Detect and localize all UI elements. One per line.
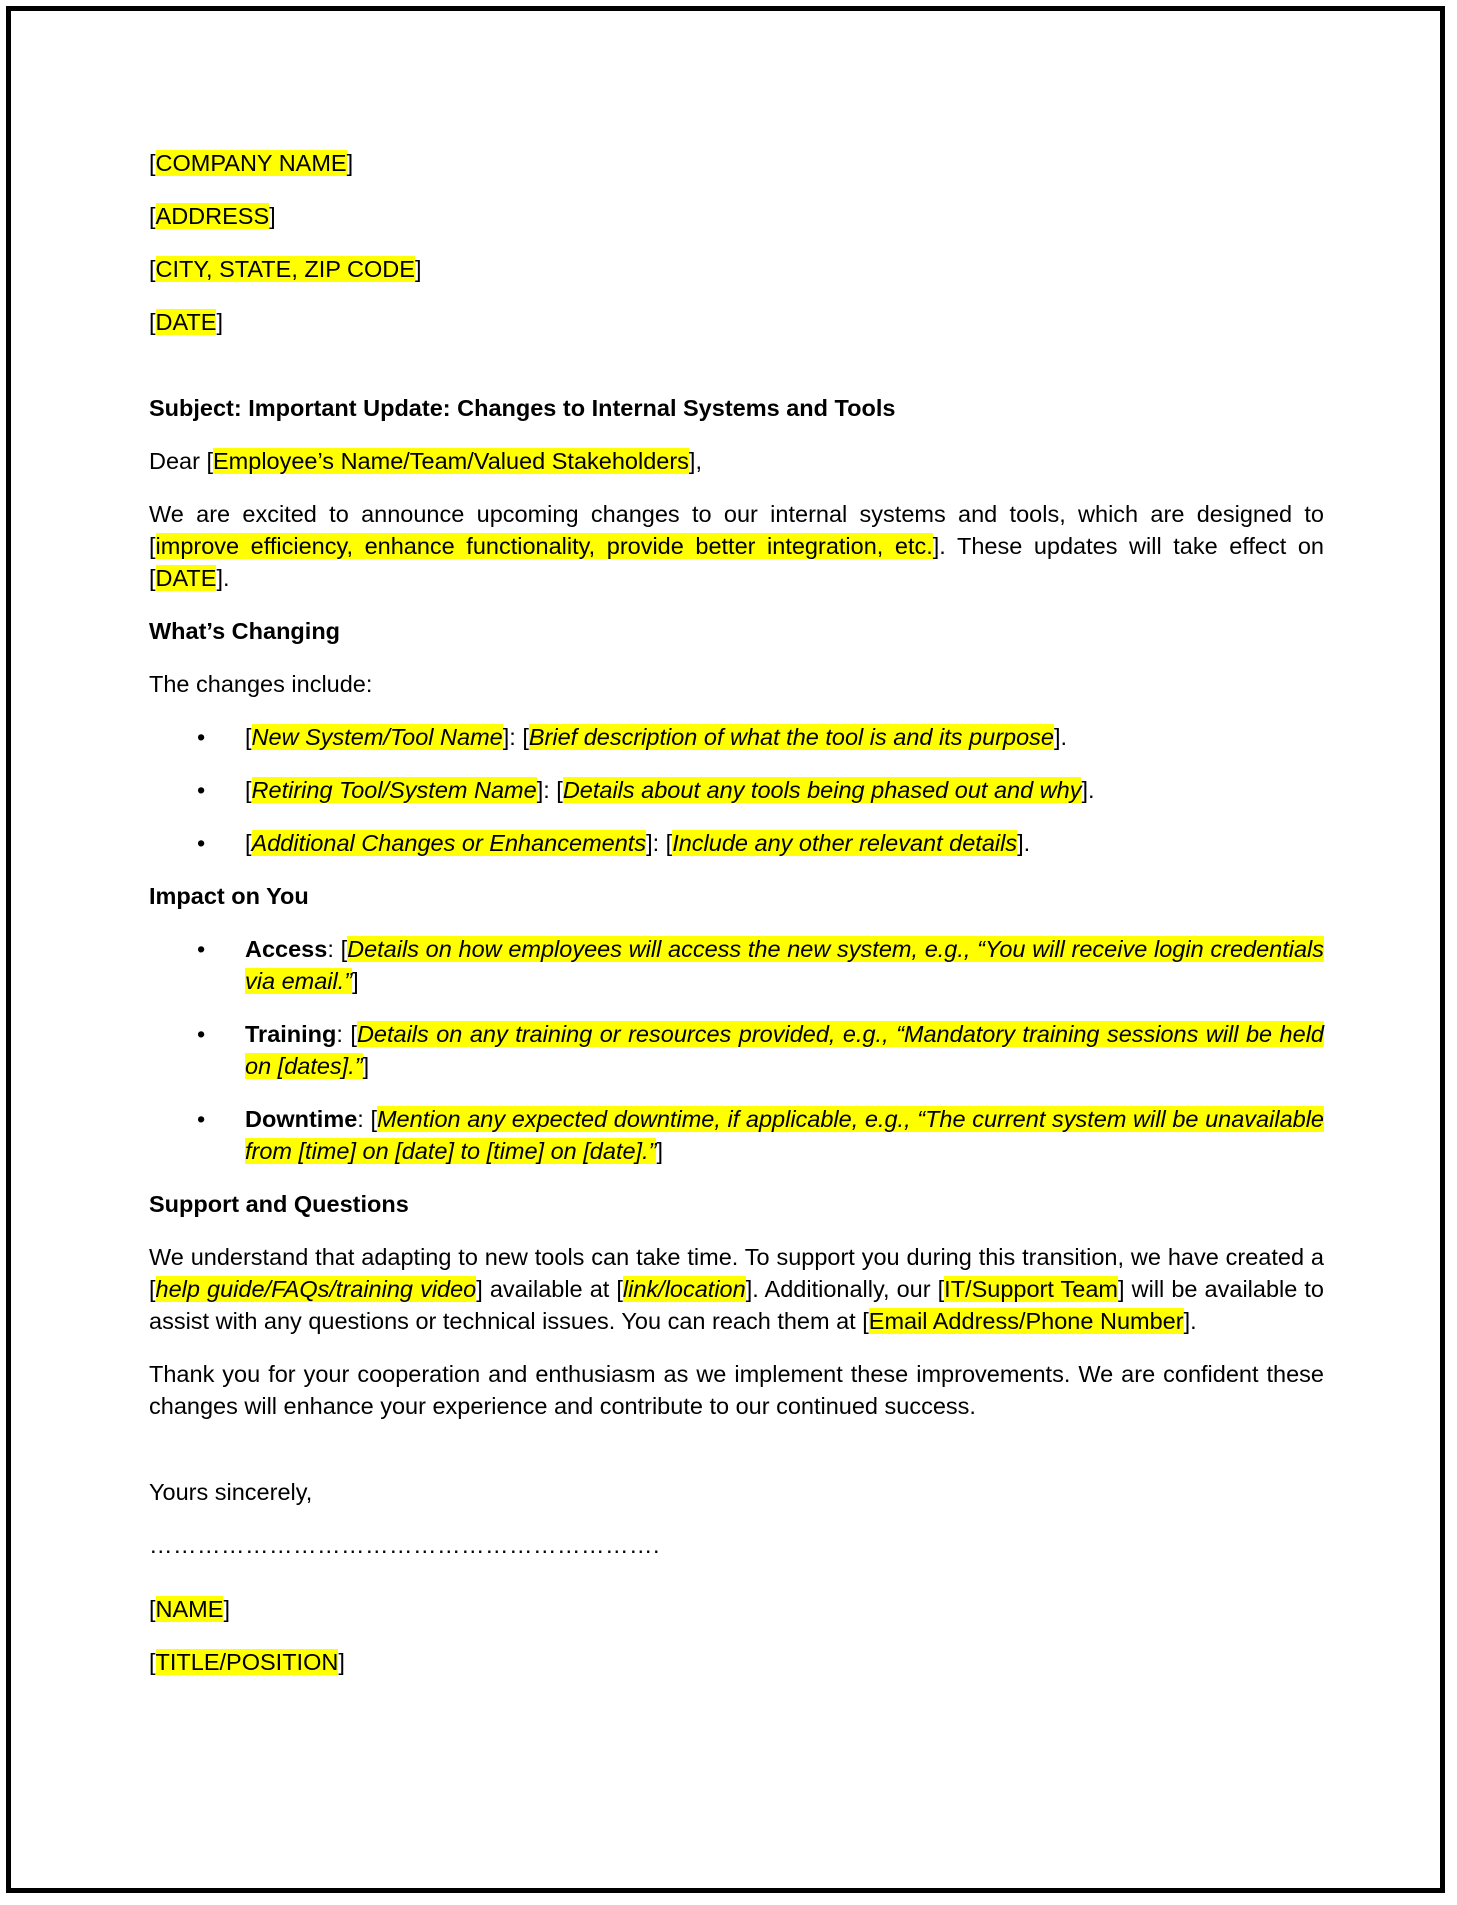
document-page <box>6 6 1445 1893</box>
greeting: Dear [Employee’s Name/Team/Valued Stakeholders], <box>149 448 702 474</box>
bullet-icon: • <box>197 777 206 803</box>
support-heading: Support and Questions <box>149 1191 409 1217</box>
impact-label: Downtime <box>245 1106 358 1132</box>
signer-title-line: [TITLE/POSITION] <box>149 1649 345 1675</box>
changing-heading: What’s Changing <box>149 618 341 644</box>
contact-placeholder: Email Address/Phone Number <box>868 1308 1184 1334</box>
list-item: • Access: [Details on how employees will access the new system, e.g., “You will receive login credentials via email.”] <box>149 933 1324 997</box>
impact-detail-placeholder: Details on how employees will access the new system, e.g., “You will receive login credentials via email.” <box>245 936 1325 994</box>
signoff: Yours sincerely, <box>149 1479 313 1505</box>
address-placeholder: ADDRESS <box>155 203 270 229</box>
closing-paragraph: Thank you for your cooperation and enthusiasm as we implement these improvements. We are confident these changes will enhance your experience and contribute to our continued success. <box>149 1361 1324 1419</box>
signer-name-placeholder: NAME <box>155 1596 224 1622</box>
company-placeholder: COMPANY NAME <box>155 150 347 176</box>
list-item: • [New System/Tool Name]: [Brief description of what the tool is and its purpose]. <box>149 721 1324 753</box>
team-placeholder: IT/Support Team <box>944 1276 1119 1302</box>
signer-title-placeholder: TITLE/POSITION <box>155 1649 339 1675</box>
change-name-placeholder: Additional Changes or Enhancements <box>251 830 647 856</box>
list-item: • [Additional Changes or Enhancements]: [Include any other relevant details]. <box>149 827 1324 859</box>
bullet-icon: • <box>197 1106 206 1132</box>
bullet-icon: • <box>197 936 206 962</box>
change-detail-placeholder: Details about any tools being phased out and why <box>562 777 1082 803</box>
list-item: • Training: [Details on any training or resources provided, e.g., “Mandatory training sessions will be held on [dates].”] <box>149 1018 1324 1082</box>
impact-label: Training <box>245 1021 337 1047</box>
impact-label: Access <box>245 936 328 962</box>
bullet-icon: • <box>197 1021 206 1047</box>
recipient-placeholder: Employee’s Name/Team/Valued Stakeholders <box>213 448 689 474</box>
changes-list <box>149 721 1324 859</box>
change-detail-placeholder: Brief description of what the tool is and its purpose <box>528 724 1054 750</box>
list-item: • [Retiring Tool/System Name]: [Details about any tools being phased out and why]. <box>149 774 1324 806</box>
change-name-placeholder: Retiring Tool/System Name <box>251 777 537 803</box>
impact-detail-placeholder: Details on any training or resources provided, e.g., “Mandatory training sessions will be held on [dates].” <box>245 1021 1324 1079</box>
changing-lead: The changes include: <box>149 671 373 697</box>
subject-line: Subject: Important Update: Changes to Internal Systems and Tools <box>149 395 896 421</box>
impact-detail-placeholder: Mention any expected downtime, if applicable, e.g., “The current system will be unavailable from [time] on [date] to [time] on [date].” <box>245 1106 1324 1164</box>
support-paragraph: We understand that adapting to new tools can take time. To support you during this transition, we have created a [help guide/FAQs/training video] available at [link/location]. Additionally, our [IT/Support Team] will be available to assist with any questions or technical issues. You can reach them at [Email Address/Phone Number]. <box>149 1244 1324 1334</box>
date-line: [DATE] <box>149 309 223 335</box>
signer-name-line: [NAME] <box>149 1596 230 1622</box>
location-placeholder: link/location <box>622 1276 746 1302</box>
change-detail-placeholder: Include any other relevant details <box>672 830 1018 856</box>
change-name-placeholder: New System/Tool Name <box>251 724 503 750</box>
impact-list <box>149 933 1324 1167</box>
date-placeholder: DATE <box>155 309 217 335</box>
bullet-icon: • <box>197 830 206 856</box>
effective-date-placeholder: DATE <box>155 565 217 591</box>
address-line: [ADDRESS] <box>149 203 276 229</box>
bullet-icon: • <box>197 724 206 750</box>
impact-heading: Impact on You <box>149 883 309 909</box>
city-line: [CITY, STATE, ZIP CODE] <box>149 256 422 282</box>
city-placeholder: CITY, STATE, ZIP CODE <box>155 256 415 282</box>
letter-body <box>149 147 1324 1678</box>
resource-placeholder: help guide/FAQs/training video <box>155 1276 477 1302</box>
intro-paragraph: We are excited to announce upcoming changes to our internal systems and tools, which are designed to [improve efficiency, enhance functionality, provide better integration, etc.]. These updates will take effect on [DATE]. <box>149 501 1324 591</box>
list-item: • Downtime: [Mention any expected downtime, if applicable, e.g., “The current system will be unavailable from [time] on [date] to [time] on [date].”] <box>149 1103 1324 1167</box>
signature-line: ………………………………………………………. <box>149 1532 661 1558</box>
goals-placeholder: improve efficiency, enhance functionality, provide better integration, etc. <box>155 533 933 559</box>
company-line: [COMPANY NAME] <box>149 150 354 176</box>
